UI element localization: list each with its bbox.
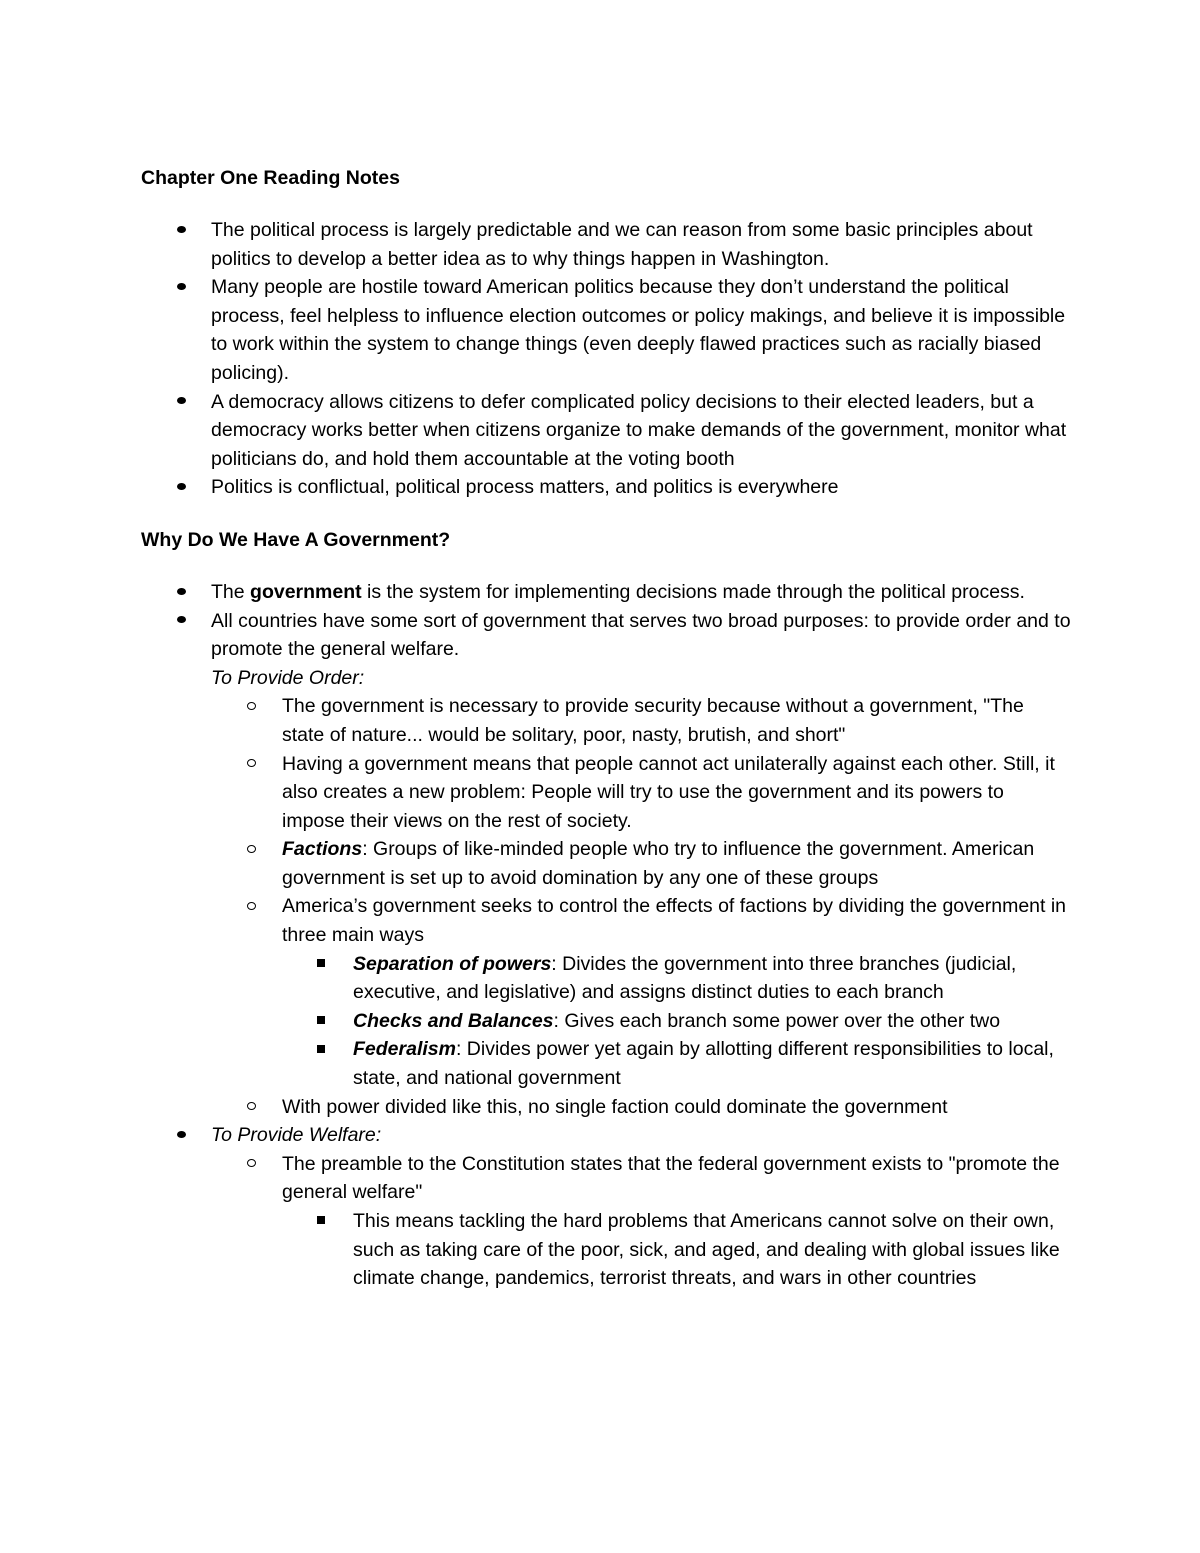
- list-item: [282, 1207, 1071, 1293]
- list-item-text: America’s government seeks to control the effects of factions by dividing the government in three main ways: [282, 895, 1067, 947]
- list-item: [211, 750, 1071, 836]
- list-item-text: A democracy allows citizens to defer complicated policy decisions to their elected leaders, but a democracy works better when citizens organize to make demands of the government, monitor what politicians do, and hold them accountable at the voting booth: [211, 390, 1067, 470]
- intro-bullet-list: [141, 216, 1071, 502]
- welfare-detail-list: [282, 1207, 1071, 1293]
- list-item: [141, 388, 1071, 474]
- list-item: [211, 692, 1071, 749]
- list-item-text: The preamble to the Constitution states that the federal government exists to "promote the general welfare": [282, 1152, 1060, 1204]
- sublabel-provide-welfare: To Provide Welfare:: [211, 1124, 382, 1147]
- list-item: [282, 1007, 1071, 1036]
- bullet-circle-icon: [247, 692, 256, 721]
- sublabel-provide-order: To Provide Order:: [211, 666, 365, 689]
- bullet-circle-icon: [247, 750, 256, 779]
- heading-chapter-notes: Chapter One Reading Notes: [141, 167, 400, 189]
- bullet-dot-icon: [177, 578, 186, 607]
- term-factions: Factions: [282, 838, 363, 861]
- list-item: [141, 473, 1071, 502]
- welfare-sub-list: [141, 1150, 1071, 1293]
- bullet-square-icon: [317, 1007, 325, 1036]
- list-item-text: Federalism: Divides power yet again by allotting different responsibilities to local, state, and national government: [353, 1038, 1054, 1090]
- government-bullet-list: [141, 578, 1071, 1293]
- bullet-square-icon: [317, 1035, 325, 1064]
- list-item-text: The political process is largely predictable and we can reason from some basic principles about politics to develop a better idea as to why things happen in Washington.: [211, 219, 1033, 270]
- list-item-text: This means tackling the hard problems that Americans cannot solve on their own, such as taking care of the poor, sick, and aged, and dealing with global issues like climate change, pandemics, terrorist threats, and wars in other countries: [353, 1210, 1060, 1290]
- list-item: [141, 273, 1071, 387]
- bullet-circle-icon: [247, 1093, 256, 1122]
- list-item-text: Having a government means that people cannot act unilaterally against each other. Still, it also creates a new problem: People will try to use the government and its powers to impose their views on the rest of society.: [282, 752, 1055, 832]
- order-sub-list: [141, 692, 1071, 1121]
- bullet-square-icon: [317, 950, 325, 979]
- list-item-text: Factions: Groups of like-minded people who try to influence the government. American government is set up to avoid domination by any one of these groups: [282, 838, 1035, 889]
- list-item-text: With power divided like this, no single faction could dominate the government: [282, 1095, 948, 1118]
- bullet-circle-icon: [247, 1150, 256, 1179]
- list-item-text: The government is the system for implementing decisions made through the political process.: [211, 580, 1025, 603]
- term-federalism: Federalism: [353, 1038, 456, 1061]
- list-item-text: Checks and Balances: Gives each branch some power over the other two: [353, 1009, 1001, 1032]
- list-item: [141, 1121, 1071, 1293]
- list-item: [282, 950, 1071, 1007]
- list-item-text: The government is necessary to provide security because without a government, "The state of nature... would be solitary, poor, nasty, brutish, and short": [282, 695, 1024, 746]
- list-item: [141, 216, 1071, 273]
- list-item: [211, 835, 1071, 892]
- bullet-circle-icon: [247, 835, 256, 864]
- list-item-text: Politics is conflictual, political process matters, and politics is everywhere: [211, 476, 839, 499]
- term-government: government: [250, 580, 362, 603]
- list-item-text: All countries have some sort of government that serves two broad purposes: to provide order and to promote the general welfare.: [211, 609, 1071, 661]
- list-item: [141, 578, 1071, 607]
- list-item-text: Many people are hostile toward American politics because they don’t understand the political process, feel helpless to influence election outcomes or policy makings, and believe it is impossible to work within the system to change things (even deeply flawed practices such as racially biased policing).: [211, 276, 1066, 384]
- list-item: [211, 892, 1071, 1092]
- bullet-dot-icon: [177, 216, 186, 245]
- list-item: [211, 1150, 1071, 1293]
- divisions-sub-list: [282, 950, 1071, 1093]
- heading-why-government: Why Do We Have A Government?: [141, 528, 451, 551]
- bullet-square-icon: [317, 1207, 325, 1236]
- list-item: [282, 1035, 1071, 1092]
- bullet-circle-icon: [247, 892, 256, 921]
- document-page: [141, 163, 1071, 1293]
- list-item: [211, 1093, 1071, 1122]
- term-checks-and-balances: Checks and Balances: [353, 1009, 554, 1032]
- list-item-text: Separation of powers: Divides the government into three branches (judicial, executive, and legislative) and assigns distinct duties to each branch: [353, 952, 1017, 1004]
- list-item: [141, 607, 1071, 1122]
- bullet-dot-icon: [177, 473, 186, 502]
- bullet-dot-icon: [177, 388, 186, 417]
- bullet-dot-icon: [177, 607, 186, 636]
- bullet-dot-icon: [177, 1121, 186, 1150]
- bullet-dot-icon: [177, 273, 186, 302]
- term-separation-of-powers: Separation of powers: [353, 952, 552, 975]
